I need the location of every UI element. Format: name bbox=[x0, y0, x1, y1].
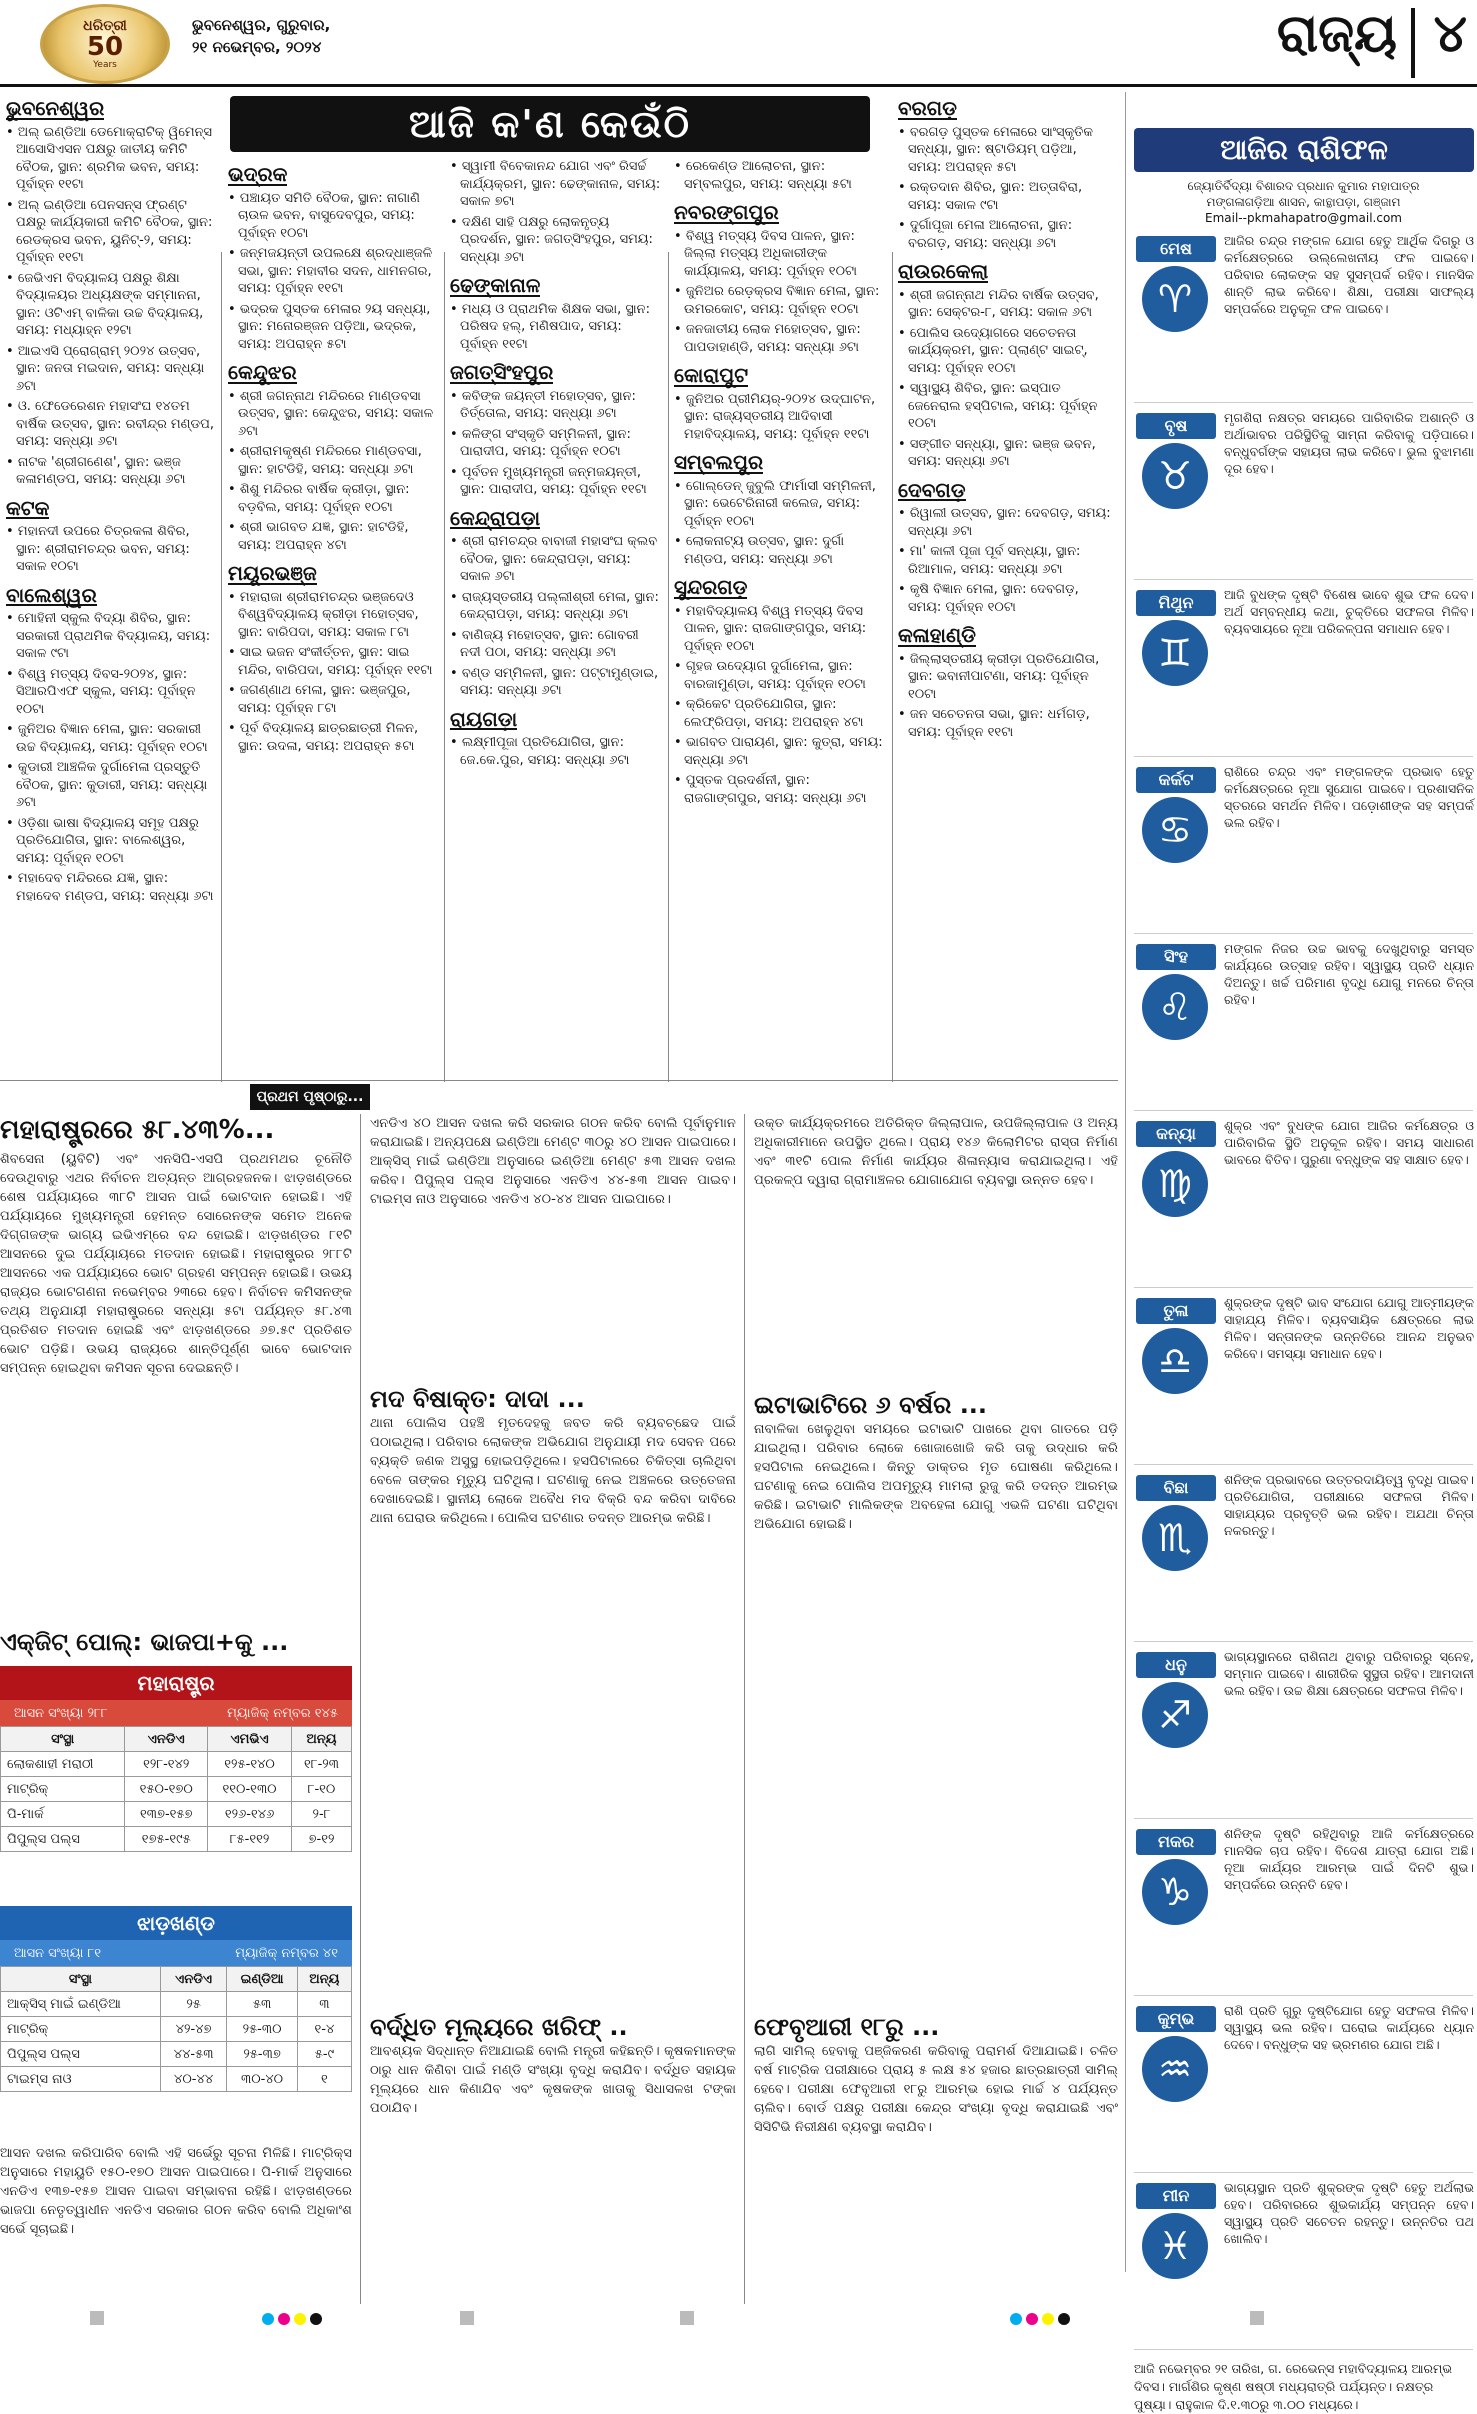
event-listing: • ଜିଲ୍ଲାସ୍ତରୀୟ କ୍ରୀଡ଼ା ପ୍ରତିଯୋଗିତା, ସ୍ଥାନ: ଭବାନୀପାଟଣା, ସମୟ: ପୂର୍ବାହ୍ନ ୧୦ଟା bbox=[898, 651, 1114, 704]
event-listing: • ପୁସ୍ତକ ପ୍ରଦର୍ଶନୀ, ସ୍ଥାନ: ରାଜଗାଙ୍ଗପୁର, ସମୟ: ସନ୍ଧ୍ୟା ୬ଟା bbox=[674, 772, 886, 807]
event-listing: • ଜନ୍ମଜୟନ୍ତୀ ଉପଲକ୍ଷେ ଶ୍ରଦ୍ଧାଞ୍ଜଳି ସଭା, ସ୍ଥାନ: ମହାବୀର ସଦନ, ଧାମନଗର, ସମୟ: ପୂର୍ବାହ୍ନ ୧୧ଟା bbox=[228, 245, 438, 298]
story-headline: ମହାରାଷ୍ଟ୍ରରେ ୫୮.୪୩%... bbox=[0, 1115, 275, 1145]
event-listing: • ଶ୍ରୀ ଭାଗବତ ଯଜ୍ଞ, ସ୍ଥାନ: ହାଟଡିହି, ସମୟ: ଅପରାହ୍ନ ୪ଟା bbox=[228, 519, 438, 554]
district-heading: ନବରଙ୍ଗପୁର bbox=[674, 200, 779, 224]
author-email: Email--pkmahapatro@gmail.com bbox=[1205, 211, 1402, 225]
registration-mark bbox=[680, 2311, 694, 2325]
color-dot bbox=[1058, 2313, 1070, 2325]
color-dot bbox=[262, 2313, 274, 2325]
event-listing: • ଗୋଲ୍ଡେନ୍ ଜୁବୁଲି ଫାର୍ମାସୀ ସମ୍ମିଳନୀ, ସ୍ଥାନ: ଭେଟେରିନାରୀ କଲେଜ, ସମୟ: ପୂର୍ବାହ୍ନ ୧୦ଟା bbox=[674, 478, 886, 531]
event-listing: • ପଞ୍ଚାୟତ ସମିତି ବୈଠକ, ସ୍ଥାନ: ନାଗାଣି ଚାଉଳ ଭବନ, ବାସୁଦେବପୁର, ସମୟ: ପୂର୍ବାହ୍ନ ୧୦ଟା bbox=[228, 190, 438, 243]
event-listing: • ବିଶ୍ୱ ମତ୍ସ୍ୟ ଦିବସ-୨୦୨୪, ସ୍ଥାନ: ସିଆରପିଏଫ ସ୍କୁଲ, ସମୟ: ପୂର୍ବାହ୍ନ ୧୦ଟା bbox=[6, 666, 216, 719]
zodiac-prediction: ଆଜି ବୁଧଙ୍କ ଦୃଷ୍ଟି ବିଶେଷ ଭାବେ ଶୁଭ ଫଳ ଦେବ। ଅର୍ଥ ସମ୍ବନ୍ଧୀୟ କଥା, ଚୁକ୍ତିରେ ସଫଳତା ମିଳିବ। ବ୍ୟବସାୟରେ ନୂଆ ପରିକଳ୍ପନା ସମାଧାନ ହେବ। bbox=[1224, 587, 1474, 636]
event-listing: • ମୋହିନୀ ସ୍କୁଲ ବିଦ୍ୟା ଶିବିର, ସ୍ଥାନ: ସରକାରୀ ପ୍ରାଥମିକ ବିଦ୍ୟାଳୟ, ସମୟ: ସକାଳ ୯ଟା bbox=[6, 610, 216, 663]
table-cell: ୨-୮ bbox=[292, 1802, 352, 1827]
table-header-row bbox=[1, 1727, 352, 1752]
story-exit-poll-continued: ଆସନ ଦଖଲ କରିପାରିବ ବୋଲି ଏହି ସର୍ଭେରୁ ସୂଚନା ମିଳିଛି। ମାଟ୍ରିକ୍ସ ଅନୁସାରେ ମହାୟୁତି ୧୫୦-୧୭୦ ଆସନ ପାଇପାରେ। ପି-ମାର୍କ ଅନୁସାରେ ଏନଡିଏ ୧୩୭-୧୫୭ ଆସନ ପାଇବା ସମ୍ଭାବନା ରହିଛି। ଝାଡ଼ଖଣ୍ଡରେ ଭାଜପା ନେତୃତ୍ୱାଧୀନ ଏନଡିଏ ସରକାର ଗଠନ କରିବ ବୋଲି ଅଧିକାଂଶ ସର୍ଭେ ସୂଚାଇଛି। bbox=[0, 2146, 352, 2237]
poll-table bbox=[0, 1726, 352, 1852]
events-banner: ଆଜି କ'ଣ କେଉଁଠି bbox=[230, 96, 870, 152]
zodiac-prediction: ମଙ୍ଗଳ ନିଜର ଉଚ୍ଚ ଭାବକୁ ଦେଖୁଥିବାରୁ ସମସ୍ତ କାର୍ଯ୍ୟରେ ଉତ୍ସାହ ରହିବ। ସ୍ୱାସ୍ଥ୍ୟ ପ୍ରତି ଧ୍ୟାନ ଦିଅନ୍ତୁ। ଖର୍ଚ୍ଚ ପରିମାଣ ବୃଦ୍ଧି ଯୋଗୁ ମନରେ ଚିନ୍ତା ରହିବ। bbox=[1224, 941, 1474, 1007]
zodiac-sign-entry bbox=[1134, 1292, 1473, 1465]
zodiac-sign-entry bbox=[1134, 407, 1473, 580]
table-cell: ୮୫-୧୧୨ bbox=[208, 1827, 292, 1852]
story-jharkhand-continued: ଏନଡିଏ ୪୦ ଆସନ ଦଖଲ କରି ସରକାର ଗଠନ କରିବ ବୋଲି ପୂର୍ବାନୁମାନ କରାଯାଇଛି। ଅନ୍ୟପକ୍ଷେ ଇଣ୍ଡିଆ ମେଣ୍ଟ ୩୦ରୁ ୪୦ ଆସନ ପାଇପାରେ। ଆକ୍ସିସ୍ ମାଇଁ ଇଣ୍ଡିଆ ଅନୁସାରେ ଇଣ୍ଡିଆ ମେଣ୍ଟ ୫୩ ଆସନ ଦଖଲ କରିବ। ପିପୁଲ୍ସ ପଲ୍ସ ଅନୁସାରେ ଏନଡିଏ ୪୪-୫୩ ଆସନ ପାଇବ। ଟାଇମ୍ସ ନାଓ ଅନୁସାରେ ଏନଡିଏ ୪୦-୪୪ ଆସନ ପାଇପାରେ। bbox=[370, 1116, 736, 1207]
zodiac-sign-entry bbox=[1134, 1115, 1473, 1288]
exit-poll-title: ଏକ୍‌ଜିଟ୍ ପୋଲ୍: ଭାଜପା+କୁ ... bbox=[0, 1628, 289, 1656]
event-listing: • ବରଗଡ଼ ପୁସ୍ତକ ମେଳାରେ ସାଂସ୍କୃତିକ ସନ୍ଧ୍ୟା, ସ୍ଥାନ: ଷ୍ଟାଡିୟମ୍ ପଡ଼ିଆ, ସମୟ: ଅପରାହ୍ନ ୫ଟା bbox=[898, 124, 1114, 177]
printer-registration-marks bbox=[0, 2299, 1477, 2339]
exit-poll-table-maharashtra bbox=[0, 1666, 352, 1852]
zodiac-sign-name: ମେଷ bbox=[1136, 236, 1216, 262]
lion-icon: ♌ bbox=[1142, 974, 1208, 1040]
event-listing: • ଗୃହଜ ଉଦ୍ୟୋଗ ଦୁର୍ଗାମେଳା, ସ୍ଥାନ: ବାରଜାମୁଣ୍ଡା, ସମୟ: ପୂର୍ବାହ୍ନ ୧୦ଟା bbox=[674, 658, 886, 693]
poll-seats: ଆସନ ସଂଖ୍ୟା ୨୮୮ bbox=[14, 1705, 108, 1721]
table-cell: ଟାଇମ୍ସ ନାଓ bbox=[1, 2067, 161, 2092]
poll-state-name: ମହାରାଷ୍ଟ୍ର bbox=[0, 1666, 352, 1700]
table-cell: ୧୨୮-୧୪୨ bbox=[125, 1752, 208, 1777]
events-column bbox=[450, 158, 662, 1082]
table-cell: ୫-୯ bbox=[297, 2042, 351, 2067]
table-cell: ଆକ୍ସିସ୍ ମାଇଁ ଇଣ୍ଡିଆ bbox=[1, 1992, 161, 2017]
event-listing: • ପୋଲିସ ଉଦ୍ୟୋଗରେ ସଚେତନତା କାର୍ଯ୍ୟକ୍ରମ, ସ୍ଥାନ: ପ୍ଲାଣ୍ଟ ସାଇଟ୍, ସମୟ: ପୂର୍ବାହ୍ନ ୧୦ଟା bbox=[898, 325, 1114, 378]
event-listing: • ଜେଭିଏମ ବିଦ୍ୟାଳୟ ପକ୍ଷରୁ ଶିକ୍ଷା ବିଦ୍ୟାଳୟର ଅଧ୍ୟକ୍ଷଙ୍କ ସମ୍ମାନନା, ସ୍ଥାନ: ଓଟିଏମ୍ ବାଳିକା ଉଚ୍ଚ ବିଦ୍ୟାଳୟ, ସମୟ: ମଧ୍ୟାହ୍ନ ୧୨ଟା bbox=[6, 270, 216, 340]
zodiac-sign-name: କର୍କଟ bbox=[1136, 767, 1216, 793]
twins-icon: ♊ bbox=[1142, 620, 1208, 686]
table-cell: ଲୋକଶାହୀ ମରାଠୀ bbox=[1, 1752, 125, 1777]
event-listing: • ଜନଜାତୀୟ ଲୋକ ମହୋତ୍ସବ, ସ୍ଥାନ: ପାପଡାହାଣ୍ଡି, ସମୟ: ସନ୍ଧ୍ୟା ୬ଟା bbox=[674, 321, 886, 356]
event-listing: • ସ୍ୱାମୀ ବିବେକାନନ୍ଦ ଯୋଗ ଏବଂ ରିସର୍ଚ୍ଚ କାର୍ଯ୍ୟକ୍ରମ, ସ୍ଥାନ: ଢେଙ୍କାନାଳ, ସମୟ: ସକାଳ ୭ଟା bbox=[450, 158, 662, 211]
maiden-icon: ♍ bbox=[1142, 1151, 1208, 1217]
event-listing: • ଶ୍ରୀ ଜଗନ୍ନାଥ ମନ୍ଦିର ବାର୍ଷିକ ଉତ୍ସବ, ସ୍ଥାନ: ସେକ୍ଟର-୮, ସମୟ: ସକାଳ ୬ଟା bbox=[898, 287, 1114, 322]
story-body: ଥାନା ପୋଲିସ ପହଞ୍ଚି ମୃତଦେହକୁ ଜବତ କରି ବ୍ୟବଚ୍ଛେଦ ପାଇଁ ପଠାଇଥିଲା। ପରିବାର ଲୋକଙ୍କ ଅଭିଯୋଗ ଅନୁଯାୟୀ ମଦ ସେବନ ପରେ ବ୍ୟକ୍ତି ଜଣକ ଅସୁସ୍ଥ ହୋଇପଡ଼ିଥିଲେ। ହସପିଟାଲରେ ଚିକିତ୍ସା ଚାଲିଥିବା ବେଳେ ତାଙ୍କର ମୃତ୍ୟୁ ଘଟିଥିଲା। ଘଟଣାକୁ ନେଇ ଅଞ୍ଚଳରେ ଉତ୍ତେଜନା ଦେଖାଦେଇଛି। ସ୍ଥାନୀୟ ଲୋକେ ଅବୈଧ ମଦ ବିକ୍ରି ବନ୍ଦ କରିବା ଦାବିରେ ଥାନା ଘେରାଉ କରିଥିଲେ। ପୋଲିସ ଘଟଣାର ତଦନ୍ତ ଆରମ୍ଭ କରିଛି। bbox=[370, 1416, 736, 1526]
color-dot bbox=[278, 2313, 290, 2325]
event-listing: • ପୂର୍ବତନ ମୁଖ୍ୟମନ୍ତ୍ରୀ ଜନ୍ମଜୟନ୍ତୀ, ସ୍ଥାନ: ପାରାଦୀପ, ସମୟ: ପୂର୍ବାହ୍ନ ୧୧ଟା bbox=[450, 464, 662, 499]
story-headline: ମଦ ବିଷାକ୍ତ: ଦାଦା ... bbox=[370, 1385, 585, 1413]
table-row bbox=[1, 1827, 352, 1852]
table-cell: ୨୫-୩୦ bbox=[227, 2017, 297, 2042]
story-headline: ବର୍ଦ୍ଧିତ ମୂଲ୍ୟରେ ଖରିଫ୍ .. bbox=[370, 2013, 628, 2041]
event-listing: • କ୍ରିକେଟ ପ୍ରତିଯୋଗିତା, ସ୍ଥାନ: ଲେଫ୍ରିପଡ଼ା, ସମୟ: ଅପରାହ୍ନ ୪ଟା bbox=[674, 696, 886, 731]
event-listing: • ମହାନଦୀ ଉପରେ ଚିତ୍ରକଳା ଶିବିର, ସ୍ଥାନ: ଶ୍ରୀରାମଚନ୍ଦ୍ର ଭବନ, ସମୟ: ସକାଳ ୧୦ଟା bbox=[6, 523, 216, 576]
table-cell: ୧୨୬-୧୪୬ bbox=[208, 1802, 292, 1827]
column-header: ଇଣ୍ଡିଆ bbox=[227, 1967, 297, 1992]
zodiac-sign-entry bbox=[1134, 2000, 1473, 2173]
ram-icon: ♈ bbox=[1142, 266, 1208, 332]
event-listing: • ବଣ୍ଡ ସମ୍ମିଳନୀ, ସ୍ଥାନ: ପଟ୍ଟାମୁଣ୍ଡାଇ, ସମୟ: ସନ୍ଧ୍ୟା ୬ଟା bbox=[450, 665, 662, 700]
event-listing: • ଭାଗବତ ପାରାୟଣ, ସ୍ଥାନ: କୁତ୍ରା, ସମୟ: ସନ୍ଧ୍ୟା ୬ଟା bbox=[674, 734, 886, 769]
column-header: ସଂସ୍ଥା bbox=[1, 1727, 125, 1752]
district-heading: ଭୁବନେଶ୍ୱର bbox=[6, 96, 105, 120]
section-divider bbox=[0, 1080, 1118, 1081]
scales-icon: ♎ bbox=[1142, 1328, 1208, 1394]
event-listing: • ରକ୍ତଦାନ ଶିବିର, ସ୍ଥାନ: ଅତ୍ତାବିରା, ସମୟ: ସକାଳ ୯ଟା bbox=[898, 179, 1114, 214]
almanac-note: ଆଜି ନଭେମ୍ବର ୨୧ ତାରିଖ, ଗ. ରେଭେନ୍ସ ମହାବିଦ୍ୟାଳୟ ଆରମ୍ଭ ଦିବସ। ମାର୍ଗଶିର କୃଷ୍ଣ ଷଷ୍ଠୀ ମଧ୍ୟରାତ୍ରି ପର୍ଯ୍ୟନ୍ତ। ନକ୍ଷତ୍ର ପୁଷ୍ୟା। ରାହୁକାଳ ଦି.୧.୩୦ରୁ ୩.୦୦ ମଧ୍ୟରେ। bbox=[1134, 2361, 1453, 2412]
event-listing: • କଳିଙ୍ଗ ସଂସ୍କୃତି ସମ୍ମିଳନୀ, ସ୍ଥାନ: ପାରାଦୀପ, ସମୟ: ପୂର୍ବାହ୍ନ ୧୦ଟା bbox=[450, 426, 662, 461]
event-listing: • ମଧ୍ୟ ଓ ପ୍ରାଥମିକ ଶିକ୍ଷକ ସଭା, ସ୍ଥାନ: ପରିଷଦ ହଲ୍, ମଣିଷପାଦ, ସମୟ: ପୂର୍ବାହ୍ନ ୧୧ଟା bbox=[450, 301, 662, 354]
district-heading: କଟକ bbox=[6, 495, 50, 520]
story-body: ଆବଶ୍ୟକ ସିଦ୍ଧାନ୍ତ ନିଆଯାଇଛି ବୋଲି ମନ୍ତ୍ରୀ କହିଛନ୍ତି। କୃଷକମାନଙ୍କ ଠାରୁ ଧାନ କିଣିବା ପାଇଁ ମଣ୍ଡି ସଂଖ୍ୟା ବୃଦ୍ଧି କରାଯିବ। ବର୍ଦ୍ଧିତ ସହାୟକ ମୂଲ୍ୟରେ ଧାନ କିଣାଯିବ ଏବଂ କୃଷକଙ୍କ ଖାତାକୁ ସିଧାସଳଖ ଟଙ୍କା ପଠାଯିବ। bbox=[370, 2044, 736, 2116]
district-heading: କଳାହାଣ୍ଡି bbox=[898, 623, 976, 647]
archer-icon: ♐ bbox=[1142, 1682, 1208, 1748]
event-listing: • ଜୁନିଅର ପ୍ରୀମିୟର୍-୨୦୨୪ ଉଦ୍‌ଘାଟନ, ସ୍ଥାନ: ରାଜ୍ୟସ୍ତରୀୟ ଆଦିବାସୀ ମହାବିଦ୍ୟାଳୟ, ସମୟ: ପୂର୍ବାହ୍ନ ୧୧ଟା bbox=[674, 391, 886, 444]
zodiac-sign-name: ମୀନ bbox=[1136, 2183, 1216, 2209]
story-body: ଲାଗି ସାମିଲ୍ ହେବାକୁ ପଞ୍ଜିକରଣ କରିବାକୁ ପରାମର୍ଶ ଦିଆଯାଇଛି। ଚଳିତ ବର୍ଷ ମାଟ୍ରିକ ପରୀକ୍ଷାରେ ପ୍ରାୟ ୫ ଲକ୍ଷ ୫୪ ହଜାର ଛାତ୍ରଛାତ୍ରୀ ସାମିଲ୍ ହେବେ। ପରୀକ୍ଷା ଫେବୃଆରୀ ୧୮ରୁ ଆରମ୍ଭ ହୋଇ ମାର୍ଚ୍ଚ ୪ ପର୍ଯ୍ୟନ୍ତ ଚାଲିବ। ବୋର୍ଡ ପକ୍ଷରୁ ପରୀକ୍ଷା କେନ୍ଦ୍ର ସଂଖ୍ୟା ବୃଦ୍ଧି କରାଯାଇଛି ଏବଂ ସିସିଟିଭି ନିରୀକ୍ଷଣ ବ୍ୟବସ୍ଥା କରାଯିବ। bbox=[754, 2044, 1118, 2135]
water-bearer-icon: ♒ bbox=[1142, 2036, 1208, 2102]
event-listing: • ରେକେଣ୍ଡ ଆଲୋଚନା, ସ୍ଥାନ: ସମ୍ବଲପୁର, ସମୟ: ସନ୍ଧ୍ୟା ୫ଟା bbox=[674, 158, 886, 193]
section-divider bbox=[1411, 8, 1415, 78]
event-listing: • ସାଇ ଭଜନ ସଂକୀର୍ତ୍ତନ, ସ୍ଥାନ: ସାଇ ମନ୍ଦିର, ବାରିପଦା, ସମୟ: ପୂର୍ବାହ୍ନ ୧୧ଟା bbox=[228, 644, 438, 679]
poll-majority: ମ୍ୟାଜିକ୍ ନମ୍ବର ୧୪୫ bbox=[227, 1705, 338, 1721]
column-divider bbox=[221, 252, 222, 1082]
table-cell: ୫୩ bbox=[227, 1992, 297, 2017]
story-kharif-procurement bbox=[370, 2012, 736, 2302]
table-cell: ୧୧୦-୧୩୦ bbox=[208, 1777, 292, 1802]
events-column bbox=[6, 92, 216, 1082]
district-heading: ସୁନ୍ଦରଗଡ଼ bbox=[674, 575, 748, 599]
continued-from-front-tag: ପ୍ରଥମ ପୃଷ୍ଠାରୁ... bbox=[250, 1084, 370, 1110]
zodiac-prediction: ଭାଗ୍ୟସ୍ଥାନରେ ରାଶିନାଥ ଥିବାରୁ ପରିବାରରୁ ସ୍ନେହ, ସମ୍ମାନ ପାଇବେ। ଶାରୀରିକ ସୁସ୍ଥତା ରହିବ। ଆମଦାନୀ ଭଲ ରହିବ। ଉଚ୍ଚ ଶିକ୍ଷା କ୍ଷେତ୍ରରେ ସଫଳତା ମିଳିବ। bbox=[1224, 1649, 1474, 1698]
zodiac-prediction: ରାଶି ପ୍ରତି ଗୁରୁ ଦୃଷ୍ଟିଯୋଗ ହେତୁ ସଫଳତା ମିଳିବ। ସ୍ୱାସ୍ଥ୍ୟ ଭଲ ରହିବ। ଘରୋଇ କାର୍ଯ୍ୟରେ ଧ୍ୟାନ ଦେବେ। ବନ୍ଧୁଙ୍କ ସହ ଭ୍ରମଣର ଯୋଗ ଅଛି। bbox=[1224, 2003, 1474, 2052]
event-listing: • ଓଡ଼ିଶା ଭାଷା ବିଦ୍ୟାଳୟ ସମୂହ ପକ୍ଷରୁ ପ୍ରତିଯୋଗିତା, ସ୍ଥାନ: ବାଲେଶ୍ୱର, ସମୟ: ପୂର୍ବାହ୍ନ ୧୦ଟା bbox=[6, 815, 216, 868]
zodiac-sign-name: ଧନୁ bbox=[1136, 1652, 1216, 1678]
zodiac-sign-entry bbox=[1134, 584, 1473, 757]
table-row bbox=[1, 1777, 352, 1802]
column-header: ସଂସ୍ଥା bbox=[1, 1967, 161, 1992]
event-listing: • ଜଗଣ୍ଣାଥ ମେଳା, ସ୍ଥାନ: ଭଞ୍ଜପୁର, ସମୟ: ପୂର୍ବାହ୍ନ ୮ଟା bbox=[228, 682, 438, 717]
column-divider bbox=[668, 252, 669, 1082]
column-header: ଅନ୍ୟ bbox=[292, 1727, 352, 1752]
registration-mark bbox=[1250, 2311, 1264, 2325]
event-listing: • ରାଜ୍ୟସ୍ତରୀୟ ପଲ୍ଲୀଶ୍ରୀ ମେଳା, ସ୍ଥାନ: କେନ୍ଦ୍ରାପଡ଼ା, ସମୟ: ସନ୍ଧ୍ୟା ୬ଟା bbox=[450, 589, 662, 624]
table-cell: ୩୦-୪୦ bbox=[227, 2067, 297, 2092]
zodiac-sign-entry bbox=[1134, 938, 1473, 1111]
zodiac-sign-entry bbox=[1134, 1823, 1473, 1996]
table-row bbox=[1, 2067, 352, 2092]
column-divider bbox=[444, 252, 445, 1082]
event-listing: • ଦକ୍ଷିଣ ସାହି ପକ୍ଷରୁ ଲୋକନୃତ୍ୟ ପ୍ରଦର୍ଶନ, ସ୍ଥାନ: ଜଗତ୍ସିଂହପୁର, ସମୟ: ସନ୍ଧ୍ୟା ୬ଟା bbox=[450, 214, 662, 267]
zodiac-prediction: ମୃଗଶିରା ନକ୍ଷତ୍ର ସମୟରେ ପାରିବାରିକ ଅଶାନ୍ତି ଓ ଅର୍ଥାଭାବର ପରିସ୍ଥିତିକୁ ସାମ୍ନା କରିବାକୁ ପଡ଼ିପାରେ। ବନ୍ଧୁବର୍ଗଙ୍କ ସହାୟତା ଲାଭ କରିବେ। ଭୁଲ ବୁଝାମଣା ଦୂର ହେବ। bbox=[1224, 410, 1474, 476]
column-header: ଏନଡିଏ bbox=[125, 1727, 208, 1752]
events-column bbox=[228, 158, 438, 1082]
column-divider bbox=[744, 1114, 745, 2304]
table-cell: ପିପୁଲ୍ସ ପଲ୍ସ bbox=[1, 2042, 161, 2067]
district-heading: ଭଦ୍ରକ bbox=[228, 162, 288, 186]
table-row bbox=[1, 2017, 352, 2042]
district-heading: ରାୟଗଡ଼ା bbox=[450, 706, 518, 731]
author-name: ଜ୍ୟୋତିର୍ବିଦ୍ୟା ବିଶାରଦ ପ୍ରଧାନ କୁମାର ମହାପାତ୍ର bbox=[1187, 179, 1420, 193]
event-listing: • ଲକ୍ଷ୍ମୀପୂଜା ପ୍ରତିଯୋଗିତା, ସ୍ଥାନ: ଜେ.କେ.ପୁର, ସମୟ: ସନ୍ଧ୍ୟା ୬ଟା bbox=[450, 734, 662, 769]
zodiac-sign-entry bbox=[1134, 1469, 1473, 1642]
event-listing: • ପୂର୍ବ ବିଦ୍ୟାଳୟ ଛାତ୍ରଛାତ୍ରୀ ମିଳନ, ସ୍ଥାନ: ଉଦଳା, ସମୟ: ଅପରାହ୍ନ ୫ଟା bbox=[228, 720, 438, 755]
poll-state-name: ଝାଡ଼ଖଣ୍ଡ bbox=[0, 1906, 352, 1940]
story-body: ନାବାଳିକା ଖେଳୁଥିବା ସମୟରେ ଇଟାଭାଟି ପାଖରେ ଥିବା ଗାତରେ ପଡ଼ି ଯାଇଥିଲା। ପରିବାର ଲୋକେ ଖୋଜାଖୋଜି କରି ତାକୁ ଉଦ୍ଧାର କରି ହସପିଟାଲ ନେଇଥିଲେ। କିନ୍ତୁ ଡାକ୍ତର ମୃତ ଘୋଷଣା କରିଥିଲେ। ଘଟଣାକୁ ନେଇ ପୋଲିସ ଅପମୃତ୍ୟୁ ମାମଲା ରୁଜୁ କରି ତଦନ୍ତ ଆରମ୍ଭ କରିଛି। ଇଟାଭାଟି ମାଲିକଙ୍କ ଅବହେଳା ଯୋଗୁ ଏଭଳି ଘଟଣା ଘଟିଥିବା ଅଭିଯୋଗ ହୋଇଛି। bbox=[754, 1422, 1118, 1532]
horoscope-author bbox=[1134, 178, 1473, 226]
zodiac-sign-name: ତୁଳା bbox=[1136, 1298, 1216, 1324]
event-listing: • ଶ୍ରୀରାମକୃଷ୍ଣ ମନ୍ଦିରରେ ମାଣ୍ଡବସା, ସ୍ଥାନ: ହାଟଡିହି, ସମୟ: ସନ୍ଧ୍ୟା ୬ଟା bbox=[228, 443, 438, 478]
table-row bbox=[1, 1992, 352, 2017]
story-development-projects: ଉକ୍ତ କାର୍ଯ୍ୟକ୍ରମରେ ଅତିରିକ୍ତ ଜିଲ୍ଲାପାଳ, ଉପଜିଲ୍ଲାପାଳ ଓ ଅନ୍ୟ ଅଧିକାରୀମାନେ ଉପସ୍ଥିତ ଥିଲେ। ପ୍ରାୟ ୧୪୬ କିଲୋମିଟର ରାସ୍ତା ନିର୍ମାଣ ଏବଂ ୩୧ଟି ପୋଲ ନିର୍ମାଣ କାର୍ଯ୍ୟର ଶିଳାନ୍ୟାସ କରାଯାଇଥିଲା। ଏହି ପ୍ରକଳ୍ପ ଦ୍ୱାରା ଗ୍ରାମାଞ୍ଚଳର ଯୋଗାଯୋଗ ବ୍ୟବସ୍ଥା ଉନ୍ନତ ହେବ। bbox=[754, 1116, 1118, 1188]
column-divider bbox=[360, 1114, 361, 2304]
zodiac-prediction: ଆଜିର ଚନ୍ଦ୍ର ମଙ୍ଗଳ ଯୋଗ ହେତୁ ଆର୍ଥିକ ଦିଗରୁ ଓ କର୍ମକ୍ଷେତ୍ରରେ ଉଲ୍ଲେଖନୀୟ ଫଳ ପାଇବେ। ପରିବାର ଲୋକଙ୍କ ସହ ସୁସମ୍ପର୍କ ରହିବ। ମାନସିକ ଶାନ୍ତି ଲାଭ କରିବେ। ଶିକ୍ଷା, ପରୀକ୍ଷା ସାଫଲ୍ୟ ସମ୍ପର୍କରେ ଅନୁକୂଳ ଫଳ ପାଇବେ। bbox=[1224, 233, 1474, 316]
event-listing: • ଭଦ୍ରକ ପୁସ୍ତକ ମେଳାର ୨ୟ ସନ୍ଧ୍ୟା, ସ୍ଥାନ: ମନୋରଞ୍ଜନ ପଡ଼ିଆ, ଭଦ୍ରକ, ସମୟ: ଅପରାହ୍ନ ୫ଟା bbox=[228, 301, 438, 354]
event-listing: • ମହାଦେବ ମନ୍ଦିରରେ ଯଜ୍ଞ, ସ୍ଥାନ: ମହାଦେବ ମଣ୍ଡପ, ସମୟ: ସନ୍ଧ୍ୟା ୬ଟା bbox=[6, 870, 216, 905]
table-cell: ୧-୪ bbox=[297, 2017, 351, 2042]
exit-poll-table-jharkhand bbox=[0, 1906, 352, 2092]
event-listing: • ଓ. ଫେଡେରେଶନ ମହାସଂଘ ୧୪ତମ ବାର୍ଷିକ ଉତ୍ସବ, ସ୍ଥାନ: ରବୀନ୍ଦ୍ର ମଣ୍ଡପ, ସମୟ: ସନ୍ଧ୍ୟା ୬ଟା bbox=[6, 398, 216, 451]
fish-icon: ♓ bbox=[1142, 2213, 1208, 2279]
event-listing: • କୃଷି ବିଜ୍ଞାନ ମେଳା, ସ୍ଥାନ: ଦେବଗଡ଼, ସମୟ: ପୂର୍ବାହ୍ନ ୧୦ଟା bbox=[898, 581, 1114, 616]
zodiac-sign-entry bbox=[1134, 1646, 1473, 1819]
story-headline: ଫେବୃଆରୀ ୧୮ରୁ ... bbox=[754, 2013, 940, 2041]
event-listing: • ଲୋକନାଟ୍ୟ ଉତ୍ସବ, ସ୍ଥାନ: ଦୁର୍ଗା ମଣ୍ଡପ, ସମୟ: ସନ୍ଧ୍ୟା ୬ଟା bbox=[674, 533, 886, 568]
event-listing: • ସଙ୍ଗୀତ ସନ୍ଧ୍ୟା, ସ୍ଥାନ: ଭଞ୍ଜ ଭବନ, ସମୟ: ସନ୍ଧ୍ୟା ୬ଟା bbox=[898, 436, 1114, 471]
district-heading: ଜଗତ୍‌ସିଂହପୁର bbox=[450, 360, 554, 384]
table-header-row bbox=[1, 1967, 352, 1992]
zodiac-prediction: ଶୁକ୍ରଙ୍କ ଦୃଷ୍ଟି ଭାବ ସଂଯୋଗ ଯୋଗୁ ଆତ୍ମୀୟଙ୍କ ସାହାଯ୍ୟ ମିଳିବ। ବ୍ୟବସାୟିକ କ୍ଷେତ୍ରରେ ଲାଭ ମିଳିବ। ସନ୍ତାନଙ୍କ ଉନ୍ନତିରେ ଆନନ୍ଦ ଅନୁଭବ କରିବେ। ସମସ୍ୟା ସମାଧାନ ହେବ। bbox=[1224, 1295, 1474, 1361]
district-heading: ରାଉରକେଲା bbox=[898, 259, 989, 283]
table-cell: ୩ bbox=[297, 1992, 351, 2017]
goat-icon: ♑ bbox=[1142, 1859, 1208, 1925]
color-dot bbox=[1010, 2313, 1022, 2325]
table-cell: ୧୭୫-୧୯୫ bbox=[125, 1827, 208, 1852]
event-listing: • ଅଲ୍ ଇଣ୍ଡିଆ ଡେମୋକ୍ରାଟିକ୍ ୱିମେନ୍ସ ଆସୋସିଏସନ ପକ୍ଷରୁ ଜାତୀୟ କମିଟି ବୈଠକ, ସ୍ଥାନ: ଶ୍ରମିକ ଭବନ, ସମୟ: ପୂର୍ବାହ୍ନ ୧୧ଟା bbox=[6, 124, 216, 194]
event-listing: • ଦୁର୍ଗାପୂଜା ମେଳା ଆଲୋଚନା, ସ୍ଥାନ: ବରଗଡ଼, ସମୟ: ସନ୍ଧ୍ୟା ୬ଟା bbox=[898, 217, 1114, 252]
table-cell: ୨୫-୩୭ bbox=[227, 2042, 297, 2067]
zodiac-sign-name: କୁମ୍ଭ bbox=[1136, 2006, 1216, 2032]
dateline-date: ୨୧ ନଭେମ୍ବର, ୨୦୨୪ bbox=[192, 38, 322, 56]
event-listing: • ଜୁନିଅର ରେଡ଼କ୍ରସ ବିଜ୍ଞାନ ମେଳା, ସ୍ଥାନ: ଉମରକୋଟ, ସମୟ: ପୂର୍ବାହ୍ନ ୧୦ଟା bbox=[674, 283, 886, 318]
color-dot bbox=[294, 2313, 306, 2325]
masthead-rule bbox=[0, 84, 1477, 87]
story-maharashtra-turnout bbox=[0, 1114, 352, 1624]
district-heading: ଢେଙ୍କାନାଳ bbox=[450, 273, 541, 297]
event-listing: • ବାଣିଜ୍ୟ ମହୋତ୍ସବ, ସ୍ଥାନ: ଗୋବରୀ ନଦୀ ପଠା, ସମୟ: ସନ୍ଧ୍ୟା ୬ଟା bbox=[450, 627, 662, 662]
section-title: ରାଜ୍ୟ bbox=[1276, 4, 1397, 64]
page-number: ୪ bbox=[1433, 4, 1467, 64]
events-column bbox=[674, 158, 886, 1082]
poll-majority: ମ୍ୟାଜିକ୍ ନମ୍ବର ୪୧ bbox=[235, 1945, 338, 1961]
horoscope-panel bbox=[1125, 92, 1474, 2412]
district-heading: ବରଗଡ଼ bbox=[898, 96, 957, 120]
registration-mark bbox=[460, 2311, 474, 2325]
table-cell: ୧୩୭-୧୫୭ bbox=[125, 1802, 208, 1827]
zodiac-sign-name: ମିଥୁନ bbox=[1136, 590, 1216, 616]
district-heading: କୋରାପୁଟ bbox=[674, 363, 749, 387]
author-address: ମଙ୍ଗଳାଗଡ଼ିଆ ଶାସନ, କାନ୍ଥାପଡ଼ା, ଗଞ୍ଜାମ bbox=[1206, 195, 1401, 209]
horoscope-banner: ଆଜିର ରାଶିଫଳ bbox=[1134, 128, 1474, 172]
zodiac-sign-name: ମକର bbox=[1136, 1829, 1216, 1855]
table-cell: ୧୮-୨୩ bbox=[292, 1752, 352, 1777]
table-row bbox=[1, 1752, 352, 1777]
table-cell: ୧ bbox=[297, 2067, 351, 2092]
table-cell: ପିପୁଲ୍ସ ପଲ୍ସ bbox=[1, 1827, 125, 1852]
zodiac-sign-name: ବିଛା bbox=[1136, 1475, 1216, 1501]
dateline-city-day: ଭୁବନେଶ୍ୱର, ଗୁରୁବାର, bbox=[192, 16, 331, 34]
table-cell: ମାଟ୍ରିକ୍ bbox=[1, 1777, 125, 1802]
table-cell: ୨୫ bbox=[160, 1992, 226, 2017]
event-listing: • ଅଲ୍ ଇଣ୍ଡିଆ ପେନସନ୍ସ ଫ୍ରଣ୍ଟ ପକ୍ଷରୁ କାର୍ଯ୍ୟକାରୀ କମିଟି ବୈଠକ, ସ୍ଥାନ: ରେଡକ୍ରସ ଭବନ, ୟୁନିଟ୍-୨, ସମୟ: ପୂର୍ବାହ୍ନ ୧୧ଟା bbox=[6, 197, 216, 267]
event-listing: • ବିଶ୍ୱ ମତ୍ସ୍ୟ ଦିବସ ପାଳନ, ସ୍ଥାନ: ଜିଲ୍ଲା ମତ୍ସ୍ୟ ଅଧିକାରୀଙ୍କ କାର୍ଯ୍ୟାଳୟ, ସମୟ: ପୂର୍ବାହ୍ନ ୧୦ଟା bbox=[674, 228, 886, 281]
event-listing: • ଜୁନିଅର ବିଜ୍ଞାନ ମେଳା, ସ୍ଥାନ: ସରକାରୀ ଉଚ୍ଚ ବିଦ୍ୟାଳୟ, ସମୟ: ପୂର୍ବାହ୍ନ ୧୦ଟା bbox=[6, 721, 216, 756]
story-liquor-poisoning bbox=[370, 1384, 736, 2004]
poll-seat-info bbox=[0, 1700, 352, 1726]
bull-icon: ♉ bbox=[1142, 443, 1208, 509]
zodiac-prediction: ଶନିଙ୍କ ଦୃଷ୍ଟି ରହିଥିବାରୁ ଆଜି କର୍ମକ୍ଷେତ୍ରରେ ମାନସିକ ଚାପ ରହିବ। ବିଦେଶ ଯାତ୍ରା ଯୋଗ ଅଛି। ନୂଆ କାର୍ଯ୍ୟର ଆରମ୍ଭ ପାଇଁ ଦିନଟି ଶୁଭ। ସମ୍ପର୍କରେ ଉନ୍ନତି ହେବ। bbox=[1224, 1826, 1474, 1892]
district-heading: ମୟୂରଭଞ୍ଜ bbox=[228, 561, 317, 585]
logo-brand: ଧରିତ୍ରୀ bbox=[83, 18, 127, 34]
scorpion-icon: ♏ bbox=[1142, 1505, 1208, 1571]
zodiac-prediction: ଶୁକ୍ର ଏବଂ ବୁଧଙ୍କ ଯୋଗ ଆଜିର କର୍ମକ୍ଷେତ୍ର ଓ ପାରିବାରିକ ସ୍ଥିତି ଅନୁକୂଳ ରହିବ। ସମୟ ସାଧାରଣ ଭାବରେ ବିତିବ। ପୁରୁଣା ବନ୍ଧୁଙ୍କ ସହ ସାକ୍ଷାତ ହେବ। bbox=[1224, 1118, 1474, 1167]
table-cell: ୭-୧୨ bbox=[292, 1827, 352, 1852]
event-listing: • ରିୱାଲୀ ଉତ୍ସବ, ସ୍ଥାନ: ଦେବଗଡ଼, ସମୟ: ସନ୍ଧ୍ୟା ୬ଟା bbox=[898, 505, 1114, 540]
zodiac-sign-name: ସିଂହ bbox=[1136, 944, 1216, 970]
newspaper-logo bbox=[40, 4, 170, 84]
column-divider bbox=[892, 252, 893, 1082]
poll-seat-info bbox=[0, 1940, 352, 1966]
zodiac-sign-name: ବୃଷ bbox=[1136, 413, 1216, 439]
table-row bbox=[1, 1802, 352, 1827]
district-heading: କେନ୍ଦ୍ରାପଡ଼ା bbox=[450, 505, 541, 530]
story-brick-kiln-death bbox=[754, 1390, 1118, 2000]
event-listing: • ଜନ ସଚେତନତା ସଭା, ସ୍ଥାନ: ଧର୍ମଗଡ଼, ସମୟ: ପୂର୍ବାହ୍ନ ୧୧ଟା bbox=[898, 706, 1114, 741]
dateline bbox=[192, 14, 422, 58]
color-dot bbox=[1026, 2313, 1038, 2325]
event-listing: • ଶ୍ରୀ ରାମଚନ୍ଦ୍ର ବାବାଜୀ ମହାସଂଘ କ୍ଲବ ବୈଠକ, ସ୍ଥାନ: କେନ୍ଦ୍ରାପଡ଼ା, ସମୟ: ସକାଳ ୬ଟା bbox=[450, 533, 662, 586]
column-header: ଏମଭିଏ bbox=[208, 1727, 292, 1752]
table-cell: ୪୨-୪୭ bbox=[160, 2017, 226, 2042]
zodiac-sign-name: କନ୍ୟା bbox=[1136, 1121, 1216, 1147]
event-listing: • ଶିଶୁ ମନ୍ଦିରର ବାର୍ଷିକ କ୍ରୀଡ଼ା, ସ୍ଥାନ: ବଡ଼ବିଲ, ସମୟ: ପୂର୍ବାହ୍ନ ୧୦ଟା bbox=[228, 481, 438, 516]
events-section bbox=[0, 92, 1120, 1082]
event-listing: • ନାଟକ 'ଶ୍ରୀଗଣେଶ', ସ୍ଥାନ: ଭଞ୍ଜ କଳାମଣ୍ଡପ, ସମୟ: ସନ୍ଧ୍ୟା ୬ଟା bbox=[6, 454, 216, 489]
color-dot bbox=[310, 2313, 322, 2325]
event-listing: • କବିଙ୍କ ଜୟନ୍ତୀ ମହୋତ୍ସବ, ସ୍ଥାନ: ତିର୍ତ୍ତୋଲ, ସମୟ: ସନ୍ଧ୍ୟା ୬ଟା bbox=[450, 388, 662, 423]
event-listing: • ଆଇଏସି ପ୍ରୋଗ୍ରାମ୍ ୨୦୨୪ ଉତ୍ସବ, ସ୍ଥାନ: ଜନତା ମଇଦାନ, ସମୟ: ସନ୍ଧ୍ୟା ୬ଟା bbox=[6, 343, 216, 396]
story-body: ଶିବସେନା (ୟୁବିଟି) ଏବଂ ଏନସିପି-ଏସପି ପ୍ରଥମଥର ଚୂନୌତି ଦେଉଥିବାରୁ ଏଥର ନିର୍ବାଚନ ଅତ୍ୟନ୍ତ ଆଗ୍ରହଜନକ। ଝାଡ଼ଖଣ୍ଡରେ ଶେଷ ପର୍ଯ୍ୟାୟରେ ୩୮ଟି ଆସନ ପାଇଁ ଭୋଟଦାନ ହୋଇଛି। ଏହି ପର୍ଯ୍ୟାୟରେ ମୁଖ୍ୟମନ୍ତ୍ରୀ ହେମନ୍ତ ସୋରେନଙ୍କ ସମେତ ଅନେକ ଦିଗ୍‌ଗଜଙ୍କ ଭାଗ୍ୟ ଇଭିଏମ୍‌ରେ ବନ୍ଦ ହୋଇଛି। ଝାଡ଼ଖଣ୍ଡର ୮୧ଟି ଆସନରେ ଦୁଇ ପର୍ଯ୍ୟାୟରେ ମତଦାନ ହୋଇଛି। ମହାରାଷ୍ଟ୍ରର ୨୮୮ଟି ଆସନରେ ଏକ ପର୍ଯ୍ୟାୟରେ ଭୋଟ ଗ୍ରହଣ ସମ୍ପନ୍ନ ହୋଇଛି। ଉଭୟ ରାଜ୍ୟର ଭୋଟଗଣନା ନଭେମ୍ବର ୨୩ରେ ହେବ। ନିର୍ବାଚନ କମିସନଙ୍କ ତଥ୍ୟ ଅନୁଯାୟୀ ମହାରାଷ୍ଟ୍ରରେ ସନ୍ଧ୍ୟା ୫ଟା ପର୍ଯ୍ୟନ୍ତ ୫୮.୪୩ ପ୍ରତିଶତ ମତଦାନ ହୋଇଛି ଏବଂ ଝାଡ଼ଖଣ୍ଡରେ ୬୭.୫୯ ପ୍ରତିଶତ ଭୋଟ ପଡ଼ିଛି। ଉଭୟ ରାଜ୍ୟରେ ଶାନ୍ତିପୂର୍ଣ୍ଣ ଭାବେ ଭୋଟଦାନ ସମ୍ପନ୍ନ ହୋଇଥିବା କମିସନ ସୂଚନା ଦେଇଛନ୍ତି। bbox=[0, 1152, 352, 1376]
poll-seats: ଆସନ ସଂଖ୍ୟା ୮୧ bbox=[14, 1945, 102, 1961]
events-column bbox=[898, 92, 1114, 1082]
event-listing: • ମା' କାଳୀ ପୂଜା ପୂର୍ବ ସନ୍ଧ୍ୟା, ସ୍ଥାନ: ରିଆମାଳ, ସମୟ: ସନ୍ଧ୍ୟା ୬ଟା bbox=[898, 543, 1114, 578]
table-cell: ୮-୧୦ bbox=[292, 1777, 352, 1802]
zodiac-prediction: ଶନିଙ୍କ ପ୍ରଭାବରେ ଉତ୍ତରଦାୟିତ୍ୱ ବୃଦ୍ଧି ପାଇବ। ପ୍ରତିଯୋଗିତା, ପରୀକ୍ଷାରେ ସଫଳତା ମିଳିବ। ସାହାଯ୍ୟର ପ୍ରବୃତ୍ତି ଭଲ ରହିବ। ଅଯଥା ଚିନ୍ତା ନକରନ୍ତୁ। bbox=[1224, 1472, 1474, 1538]
zodiac-sign-entry bbox=[1134, 761, 1473, 934]
color-dot bbox=[1042, 2313, 1054, 2325]
event-listing: • ମହାରାଜା ଶ୍ରୀରାମଚନ୍ଦ୍ର ଭଞ୍ଜଦେଓ ବିଶ୍ୱବିଦ୍ୟାଳୟ କ୍ରୀଡ଼ା ମହୋତ୍ସବ, ସ୍ଥାନ: ବାରିପଦା, ସମୟ: ସକାଳ ୮ଟା bbox=[228, 589, 438, 642]
masthead bbox=[0, 0, 1477, 88]
table-cell: ୧୨୫-୧୪୦ bbox=[208, 1752, 292, 1777]
table-row bbox=[1, 2042, 352, 2067]
event-listing: • ମହାବିଦ୍ୟାଳୟ ବିଶ୍ୱ ମତ୍ସ୍ୟ ଦିବସ ପାଳନ, ସ୍ଥାନ: ରାଜଗାଙ୍ଗପୁର, ସମୟ: ପୂର୍ବାହ୍ନ ୧୦ଟା bbox=[674, 603, 886, 656]
zodiac-sign-entry bbox=[1134, 230, 1473, 403]
poll-table bbox=[0, 1966, 352, 2092]
event-listing: • କୁଡାରୀ ଆଞ୍ଚଳିକ ଦୁର୍ଗାମେଳା ପ୍ରସ୍ତୁତି ବୈଠକ, ସ୍ଥାନ: କୁଡାରୀ, ସମୟ: ସନ୍ଧ୍ୟା ୬ଟା bbox=[6, 759, 216, 812]
column-header: ଏନଡିଏ bbox=[160, 1967, 226, 1992]
registration-mark bbox=[90, 2311, 104, 2325]
table-cell: ୧୫୦-୧୭୦ bbox=[125, 1777, 208, 1802]
event-listing: • ଶ୍ରୀ ଜଗନ୍ନାଥ ମନ୍ଦିରରେ ମାଣ୍ଡବସା ଉତ୍ସବ, ସ୍ଥାନ: କେନ୍ଦୁଝର, ସମୟ: ସକାଳ ୬ଟା bbox=[228, 388, 438, 441]
table-cell: ମାଟ୍ରିକ୍ bbox=[1, 2017, 161, 2042]
district-heading: କେନ୍ଦୁଝର bbox=[228, 360, 297, 384]
district-heading: ସମ୍ବଲପୁର bbox=[674, 450, 764, 474]
zodiac-prediction: ରାଶିରେ ଚନ୍ଦ୍ର ଏବଂ ମଙ୍ଗଳଙ୍କ ପ୍ରଭାବ ହେତୁ କର୍ମକ୍ଷେତ୍ରରେ ନୂଆ ସୁଯୋଗ ପାଇବେ। ପ୍ରଶାସନିକ ସ୍ତରରେ ସମର୍ଥନ ମିଳିବ। ପଡ଼ୋଶୀଙ୍କ ସହ ସମ୍ପର୍କ ଭଲ ରହିବ। bbox=[1224, 764, 1474, 830]
district-heading: ଦେବଗଡ଼ bbox=[898, 477, 966, 502]
event-listing: • ସ୍ୱାସ୍ଥ୍ୟ ଶିବିର, ସ୍ଥାନ: ଇସ୍ପାତ ଜେନେରାଲ ହସ୍ପିଟାଲ, ସମୟ: ପୂର୍ବାହ୍ନ ୧୦ଟା bbox=[898, 380, 1114, 433]
zodiac-sign-list bbox=[1134, 230, 1473, 2350]
story-exam-schedule bbox=[754, 2012, 1118, 2302]
zodiac-prediction: ଭାଗ୍ୟସ୍ଥାନ ପ୍ରତି ଶୁକ୍ରଙ୍କ ଦୃଷ୍ଟି ହେତୁ ଅର୍ଥଲାଭ ହେବ। ପରିବାରରେ ଶୁଭକାର୍ଯ୍ୟ ସମ୍ପନ୍ନ ହେବ। ସ୍ୱାସ୍ଥ୍ୟ ପ୍ରତି ସଚେତନ ରହନ୍ତୁ। ଉନ୍ନତିର ପଥ ଖୋଲିବ। bbox=[1224, 2180, 1474, 2246]
story-headline: ଇଟାଭାଟିରେ ୬ ବର୍ଷର ... bbox=[754, 1391, 988, 1419]
table-cell: ୪୪-୫୩ bbox=[160, 2042, 226, 2067]
column-header: ଅନ୍ୟ bbox=[297, 1967, 351, 1992]
logo-years-number: 50 bbox=[86, 32, 124, 62]
district-heading: ବାଲେଶ୍ୱର bbox=[6, 582, 97, 607]
table-cell: ୪୦-୪୪ bbox=[160, 2067, 226, 2092]
logo-years-label: Years bbox=[93, 60, 117, 70]
crab-icon: ♋ bbox=[1142, 797, 1208, 863]
table-cell: ପି-ମାର୍କ bbox=[1, 1802, 125, 1827]
